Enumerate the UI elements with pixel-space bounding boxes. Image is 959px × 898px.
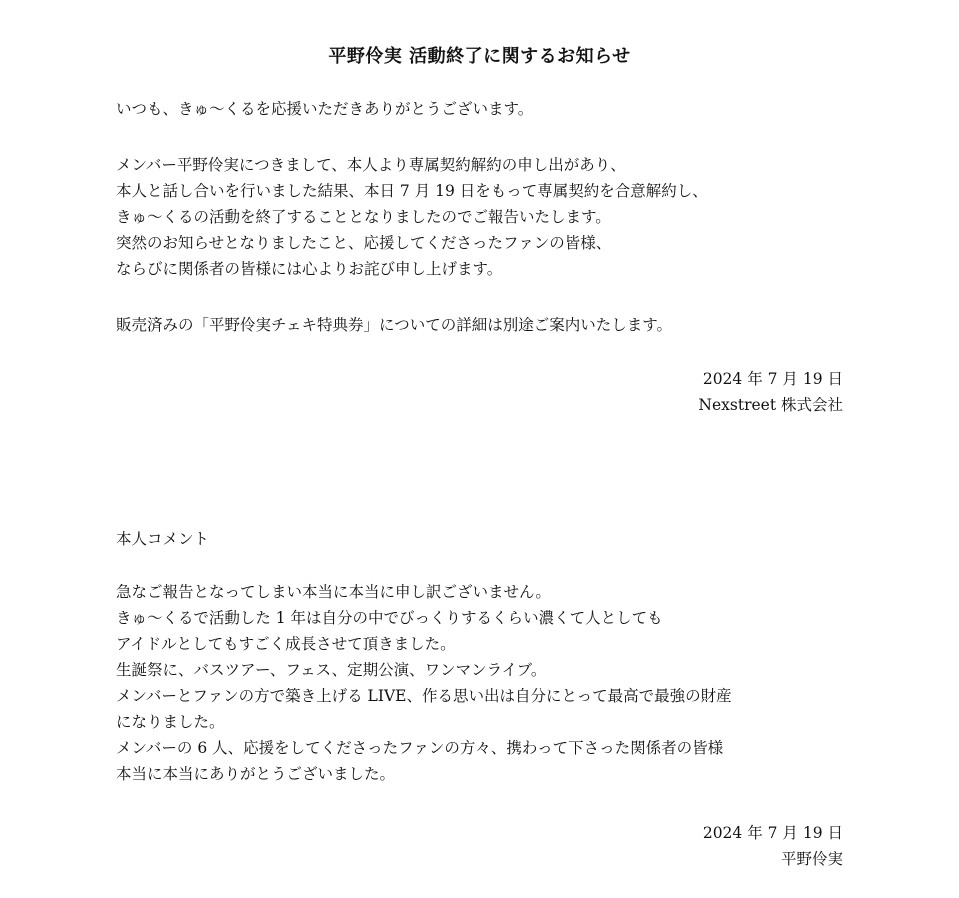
ticket-note-line: 販売済みの「平野伶実チェキ特典券」についての詳細は別途ご案内いたします。 — [116, 316, 672, 334]
comment-line: メンバーとファンの方で築き上げる LIVE、作る思い出は自分にとって最高で最強の財産 — [116, 687, 732, 705]
comment-signature-block — [703, 820, 843, 872]
body-line: 突然のお知らせとなりましたこと、応援してくださったファンの皆様、 — [116, 234, 612, 252]
comment-line: 生誕祭に、バスツアー、フェス、定期公演、ワンマンライブ。 — [116, 661, 547, 679]
comment-signature: 平野伶実 — [780, 850, 843, 868]
comment-paragraph — [116, 579, 856, 787]
comment-line: 急なご報告となってしまい本当に本当に申し訳ございません。 — [116, 583, 551, 601]
greeting-paragraph — [116, 96, 856, 122]
comment-line: 本当に本当にありがとうございました。 — [116, 765, 396, 783]
greeting-line: いつも、きゅ～くるを応援いただきありがとうございます。 — [116, 100, 534, 118]
page-title: 平野伶実 活動終了に関するお知らせ — [328, 46, 631, 67]
body-line: 本人と話し合いを行いました結果、本日 7 月 19 日をもって専属契約を合意解約し、 — [116, 182, 708, 200]
comment-line: きゅ～くるで活動した 1 年は自分の中でびっくりするくらい濃くて人としても — [116, 609, 663, 627]
body-line: メンバー平野伶実につきまして、本人より専属契約解約の申し出があり、 — [116, 156, 626, 174]
notice-signature-block — [698, 366, 843, 418]
comment-heading-block — [116, 526, 856, 552]
comment-line: メンバーの 6 人、応援をしてくださったファンの方々、携わって下さった関係者の皆様 — [116, 739, 724, 757]
comment-date: 2024 年 7 月 19 日 — [702, 824, 843, 842]
ticket-note-paragraph — [116, 312, 856, 338]
comment-line: アイドルとしてもすごく成長させて頂きました。 — [116, 635, 456, 653]
comment-heading: 本人コメント — [116, 530, 210, 548]
body-line: きゅ～くるの活動を終了することとなりましたのでご報告いたします。 — [116, 208, 611, 226]
announcement-paragraph — [116, 152, 856, 282]
comment-line: になりました。 — [116, 713, 225, 731]
company-name: Nexstreet 株式会社 — [698, 396, 843, 414]
body-line: ならびに関係者の皆様には心よりお詫び申し上げます。 — [116, 260, 503, 278]
notice-date: 2024 年 7 月 19 日 — [702, 370, 843, 388]
